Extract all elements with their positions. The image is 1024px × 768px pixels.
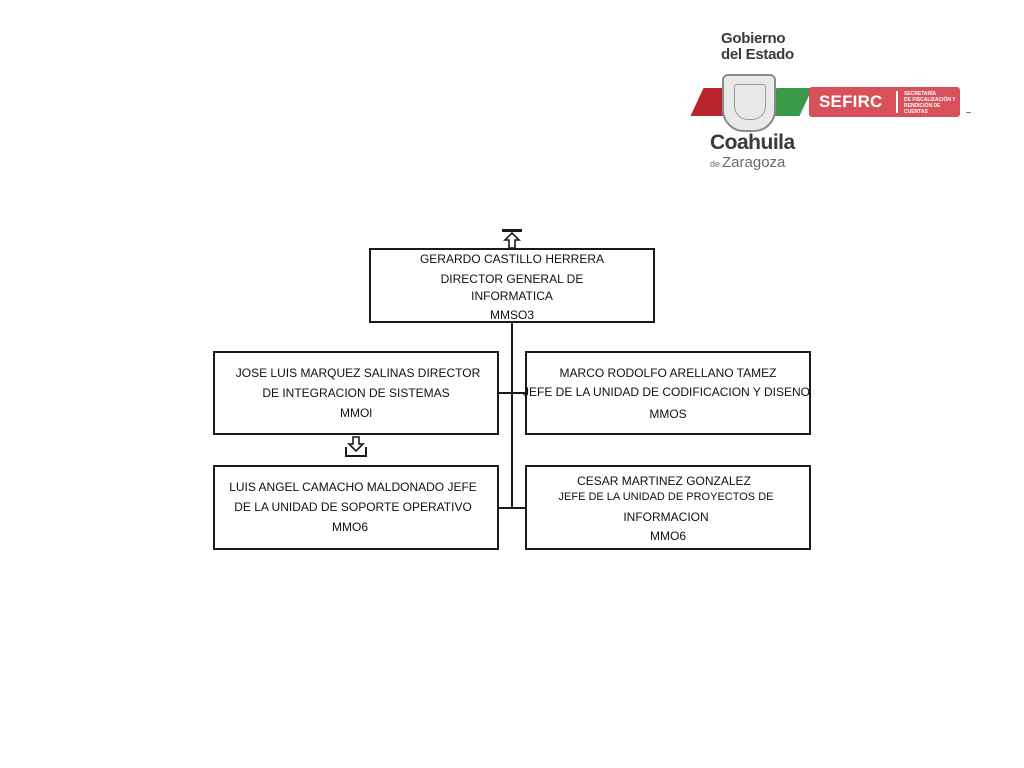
director-title-line: DIRECTOR GENERAL DE — [440, 272, 584, 286]
proyectos-informacion-box — [525, 465, 811, 550]
gobierno-text: Gobierno — [721, 30, 786, 47]
zaragoza-text: Zaragoza — [722, 154, 786, 171]
logo-dash — [966, 112, 971, 113]
director-name: GERARDO CASTILLO HERRERA — [419, 252, 605, 266]
codificacion-name: MARCO RODOLFO ARELLANO TAMEZ — [559, 366, 777, 380]
sefirc-separator — [896, 91, 898, 113]
de-text: de — [710, 159, 721, 169]
integracion-title-line: DE INTEGRACION DE SISTEMAS — [262, 386, 450, 400]
soporte-name-title: LUIS ANGEL CAMACHO MALDONADO JEFE — [229, 480, 477, 494]
gobierno-coahuila-sefirc-logo — [694, 28, 984, 178]
coat-of-arms-icon — [722, 74, 776, 132]
soporte-code: MMO6 — [332, 520, 368, 534]
go-down-icon[interactable] — [344, 436, 368, 458]
proyectos-title-line: JEFE DE LA UNIDAD DE PROYECTOS DE — [558, 491, 774, 503]
gobierno-del-estado-label — [721, 31, 794, 63]
go-up-icon[interactable] — [501, 228, 523, 250]
branch-connector-right-bottom — [511, 507, 526, 509]
integracion-name-title: JOSE LUIS MARQUEZ SALINAS DIRECTOR — [235, 366, 481, 380]
codificacion-code: MMOS — [649, 407, 687, 421]
proyectos-title-line: INFORMACION — [623, 510, 709, 524]
director-general-box — [369, 248, 655, 323]
trunk-connector — [511, 322, 513, 509]
director-title-line: INFORMATICA — [471, 289, 553, 303]
sefirc-sub-line: RENDICIÓN DE CUENTAS — [904, 103, 941, 115]
sefirc-subtitle — [904, 91, 960, 115]
de-zaragoza-wordmark — [710, 154, 785, 171]
soporte-title-line: DE LA UNIDAD DE SOPORTE OPERATIVO — [234, 500, 472, 514]
integracion-code: MMOl — [340, 406, 372, 420]
sefirc-badge — [809, 87, 960, 117]
coahuila-wordmark: Coahuila — [710, 131, 795, 154]
codificacion-title: JEFE DE LA UNIDAD DE CODIFICACION Y DISENO — [523, 385, 810, 399]
sefirc-name: SEFIRC — [819, 92, 883, 111]
sefirc-sub-line: DE FISCALIZACIÓN Y — [904, 97, 956, 103]
integracion-sistemas-box — [213, 351, 499, 435]
sefirc-sub-line: SECRETARÍA — [904, 91, 937, 97]
soporte-operativo-box — [213, 465, 499, 550]
proyectos-code: MMO6 — [650, 529, 686, 543]
codificacion-diseno-box — [525, 351, 811, 435]
director-code: MMSO3 — [489, 308, 534, 322]
proyectos-name: CESAR MARTINEZ GONZALEZ — [577, 474, 751, 488]
del-estado-text: del Estado — [721, 46, 794, 63]
